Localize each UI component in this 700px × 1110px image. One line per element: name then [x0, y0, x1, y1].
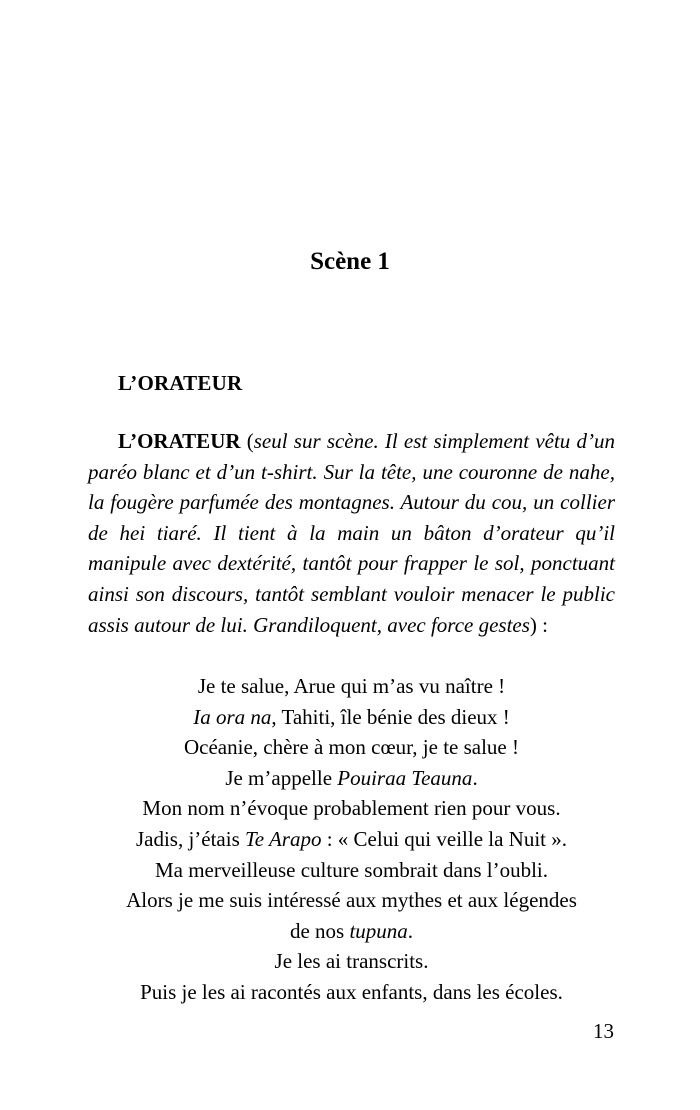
verse-line [88, 855, 615, 886]
stage-direction-speaker: L’ORATEUR [118, 429, 241, 453]
stage-direction-open-paren: ( [240, 429, 254, 453]
stage-direction-text: seul sur scène. Il est simplement vêtu d’un paréo blanc et d’un t-shirt. Sur la tête, une couronne de nahe, la fougère parfumée des montagnes. Autour du cou, un collier de hei tiaré. Il tient à la main un bâton d’orateur qu’il manipule avec dextérité, tantôt pour frapper le sol, ponctuant ainsi son discours, tantôt semblant vouloir menacer le public assis autour de lui. Grandiloquent, avec force gestes [88, 429, 615, 637]
verse-text: Mon nom n’évoque probablement rien pour vous. [142, 796, 561, 821]
verse-text: , Tahiti, île bénie des dieux ! [271, 704, 510, 729]
verse-italic: tupuna [349, 918, 408, 943]
verse-text: Océanie, chère à mon cœur, je te salue ! [184, 735, 519, 760]
verse-line [88, 702, 615, 733]
verse-text: de nos [289, 918, 350, 943]
verse-text: Puis je les ai racontés aux enfants, dans les écoles. [140, 979, 563, 1004]
verse-text: Jadis, j’étais [135, 826, 246, 851]
verse-text: . [407, 918, 414, 943]
verse-text: Je les ai transcrits. [274, 949, 429, 974]
verse-text: Ma merveilleuse culture sombrait dans l’oubli. [154, 857, 549, 882]
verse-lines [88, 671, 615, 1008]
verse-line [88, 977, 615, 1008]
scene-title: Scène 1 [310, 248, 390, 275]
verse-line [88, 916, 615, 947]
stage-direction [88, 426, 615, 640]
verse-text: : « Celui qui veille la Nuit ». [321, 826, 568, 851]
verse-line [88, 732, 615, 763]
stage-direction-close: ) : [529, 612, 548, 637]
verse-line [88, 763, 615, 794]
speaker-heading: L’ORATEUR [118, 371, 243, 395]
verse-italic: Pouiraa Teauna [337, 765, 473, 790]
verse-line [88, 885, 615, 916]
verse-line [88, 793, 615, 824]
verse-line [88, 946, 615, 977]
verse-italic: Te Arapo [245, 826, 322, 851]
verse-text: Je te salue, Arue qui m’as vu naître ! [197, 674, 506, 698]
verse-text: Alors je me suis intéressé aux mythes et aux légendes [126, 888, 577, 913]
verse-text: . [472, 765, 478, 790]
verse-text: Je m’appelle [225, 765, 338, 790]
verse-italic: Ia ora na [193, 704, 272, 729]
page-number: 13 [593, 1019, 614, 1043]
verse-line [88, 671, 615, 702]
verse-line [88, 824, 615, 855]
